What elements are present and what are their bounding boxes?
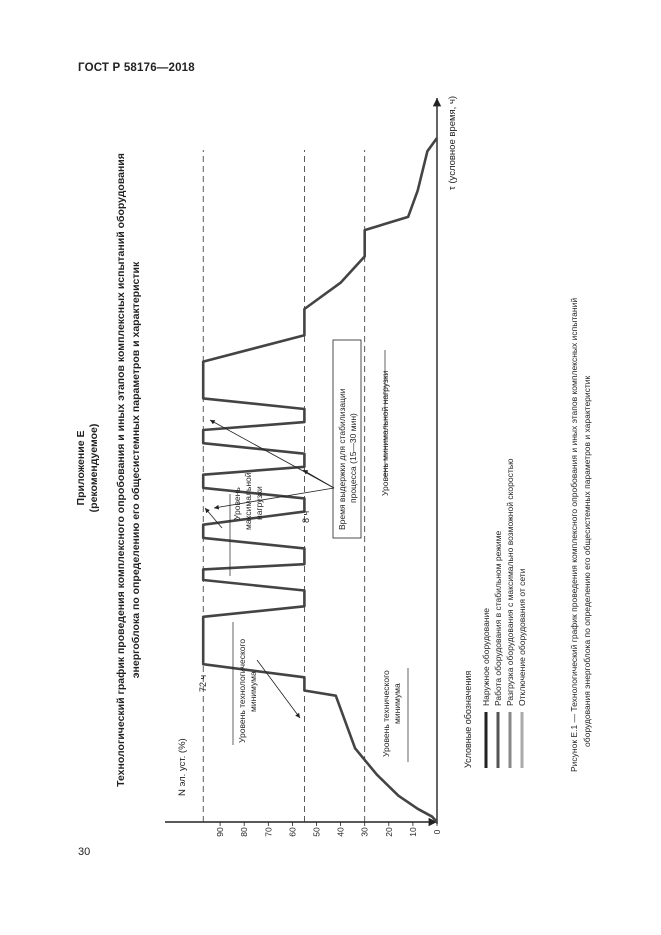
arrow-tech-min [257,660,300,718]
y-axis-label: N эл. уст. (%) [177,738,188,796]
appendix-status: (рекомендуемое) [88,423,100,513]
y-tick-label: 10 [407,827,418,837]
legend-item-3: Отключение оборудования от сети [517,568,527,706]
figure-caption-line1: Рисунок Е.1 — Технологический график проведения комплексного опробования и иных этапов комплексных испытаний [569,297,579,772]
y-tick-label: 40 [335,827,346,837]
appendix-title: Приложение Е [75,430,87,506]
legend-item-2: Разгрузка оборудования с максимально возможной скоростью [505,458,515,706]
annotation-tech-min-2: минимума [248,671,258,712]
y-tick-label: 0 [432,829,442,835]
appendix-heading-line1: Технологический график проведения комплексного опробования и иных этапов комплексных испытаний оборудования [115,153,127,787]
arrow-hold-3 [210,420,334,488]
y-tick-label: 90 [215,827,226,837]
legend-title: Условные обозначения [463,670,473,768]
legend-item-1: Работа оборудования в стабильном режиме [493,530,503,706]
annotation-max-load-2: максимальной [243,472,253,530]
annotation-72h: 72 ч [198,674,208,692]
y-tick-label: 80 [239,827,250,837]
annotation-hold-time-1: Время выдержки для стабилизации [337,388,347,530]
annotation-technical-min-2: минимума [392,683,402,724]
page-number: 30 [78,846,91,858]
legend-item-0: Наружное оборудование [481,608,491,706]
y-tick-label: 60 [287,827,298,837]
annotation-tech-min-1: Уровень технологического [237,638,247,743]
annotation-technical-min-1: Уровень технического [381,670,391,757]
annotation-max-load-1: Уровень [232,487,242,520]
annotation-min-load: Уровень минимальной нагрузки [380,370,390,496]
y-tick-label: 70 [263,827,274,837]
annotation-hold-time-2: процесса (15—30 мин) [348,413,358,503]
document-code: ГОСТ Р 58176—2018 [78,62,195,74]
figure-caption-line2: оборудования энергоблока по определению его общесистемных параметров и характеристик [582,375,592,747]
y-tick-label: 30 [359,827,370,837]
x-axis-label: τ (условное время, ч) [447,95,458,190]
y-tick-label: 50 [311,827,322,837]
y-ticks [215,822,442,837]
annotation-8h: 8 ч [301,510,311,523]
y-tick-label: 20 [383,827,394,837]
appendix-heading-line2: энергоблока по определению его общесистемных параметров и характеристик [130,261,142,679]
annotation-max-load-3: нагрузки [254,486,264,520]
